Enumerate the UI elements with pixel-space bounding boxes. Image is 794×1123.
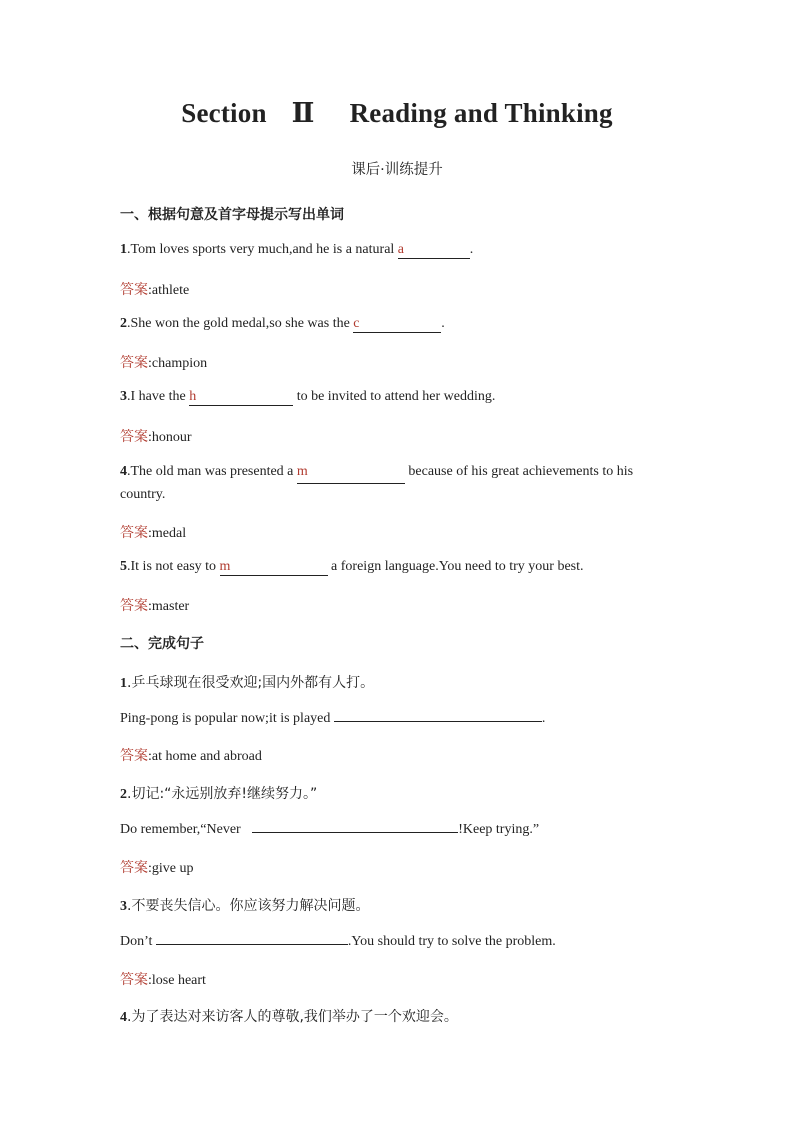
title-section: Section [181, 98, 267, 128]
part2-answer-3: 答案:lose heart [120, 972, 206, 988]
part2-heading: 二、完成句子 [120, 636, 204, 652]
part2-chinese-1: 1.乒乓球现在很受欢迎;国内外都有人打。 [120, 675, 375, 691]
part1-question-4: 4.The old man was presented a m because of his great achievements to his country. [120, 461, 670, 506]
part2-question-2: Do remember,“Never !Keep trying.” [120, 822, 540, 837]
part2-chinese-2: 2.切记:“永远别放弃!继续努力。” [120, 786, 318, 802]
part1-question-1: 1.Tom loves sports very much,and he is a natural a . [120, 242, 474, 257]
title-rest: Reading and Thinking [349, 98, 613, 128]
part2-answer-2: 答案:give up [120, 860, 194, 876]
part2-answer-1: 答案:at home and abroad [120, 748, 262, 764]
part1-answer-2: 答案:champion [120, 355, 208, 371]
part1-answer-4: 答案:medal [120, 525, 187, 541]
part1-answer-1: 答案:athlete [120, 282, 190, 298]
part1-heading: 一、根据句意及首字母提示写出单词 [120, 207, 344, 223]
part1-answer-5: 答案:master [120, 598, 190, 614]
part2-question-3: Don’t .You should try to solve the problem. [120, 934, 556, 949]
title-roman-numeral: Ⅱ [291, 98, 315, 128]
part2-chinese-3: 3.不要丧失信心。你应该努力解决问题。 [120, 898, 370, 914]
part2-question-1: Ping-pong is popular now;it is played . [120, 711, 546, 726]
page-title [0, 98, 794, 129]
part1-question-3: 3.I have the h to be invited to attend her wedding. [120, 389, 496, 404]
part1-answer-3: 答案:honour [120, 429, 192, 445]
part2-chinese-4: 4.为了表达对来访客人的尊敬,我们举办了一个欢迎会。 [120, 1009, 458, 1025]
part1-question-5: 5.It is not easy to m a foreign language.You need to try your best. [120, 559, 584, 574]
page-subtitle: 课后·训练提升 [351, 162, 443, 178]
part1-question-2: 2.She won the gold medal,so she was the c . [120, 316, 445, 331]
